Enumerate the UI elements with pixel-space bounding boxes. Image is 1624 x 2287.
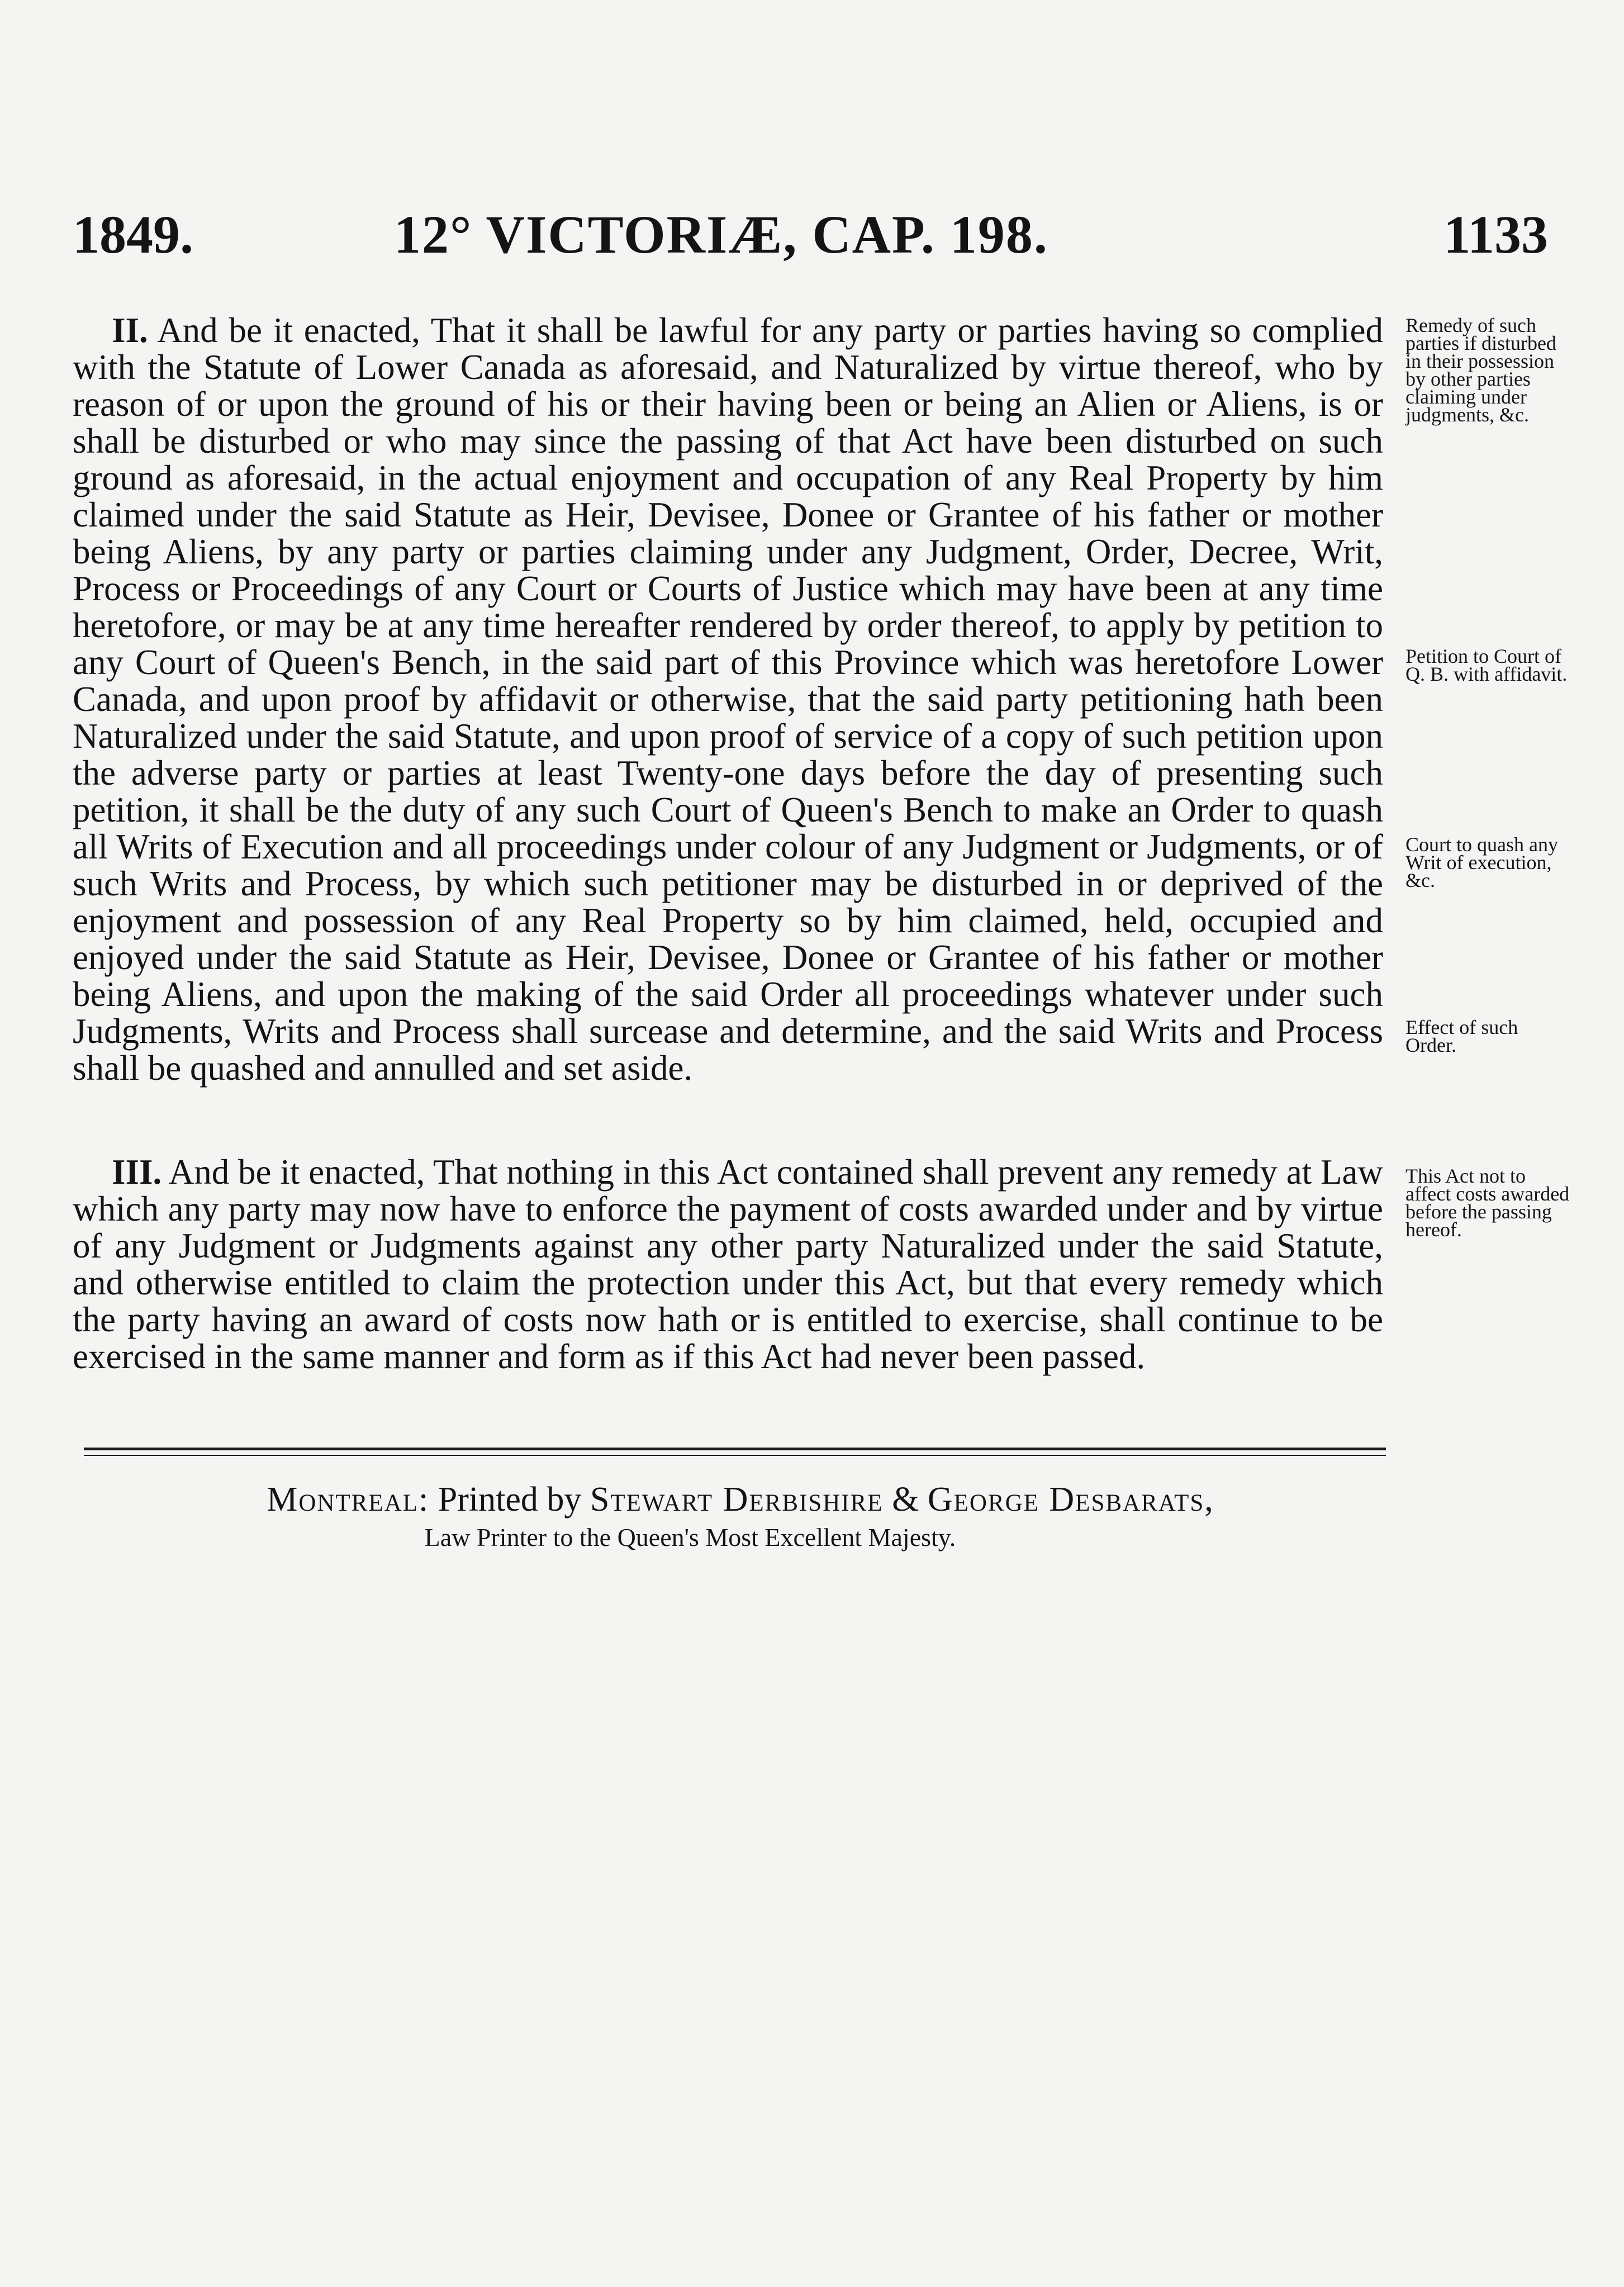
section-ii bbox=[73, 312, 1383, 1086]
section-number: III. bbox=[112, 1152, 162, 1192]
header-title: 12° VICTORIÆ, CAP. 198. bbox=[394, 205, 1048, 264]
marginal-note-petition: Petition to Court of Q. B. with affidavit. bbox=[1405, 645, 1568, 685]
section-text: And be it enacted, That it shall be lawful for any party or parties having so complied with the Statute of Lower Canada as aforesaid, and Naturalized by virtue thereof, who by reason of or upon the ground of his or their having been or being an Alien or Aliens, is or shall be disturbed or who may since the passing of that Act have been disturbed on such ground as aforesaid, in the actual enjoyment and occupation of any Real Property by him claimed under the said Statute as Heir, Devisee, Donee or Grantee of his father or mother being Aliens, by any party or parties claiming under any Judgment, Order, Decree, Writ, Process or Proceedings of any Court or Courts of Justice which may have been at any time heretofore, or may be at any time hereafter rendered by order thereof, to apply by petition to any Court of Queen's Bench, in the said part of this Province which was heretofore Lower Canada, and upon proof by affidavit or otherwise, that the said party petitioning hath been Naturalized under the said Statute, and upon proof of service of a copy of such petition upon the adverse party or parties at least Twenty-one days before the day of presenting such petition, it shall be the duty of any such Court of Queen's Bench to make an Order to quash all Writs of Execution and all proceedings under colour of any Judgment or Judgments, or of such Writs and Process, by which such petitioner may be disturbed in or deprived of the enjoyment and possession of any Real Property so by him claimed, held, occupied and enjoyed under the said Statute as Heir, Devisee, Donee or Grantee of his father or mother being Aliens, and upon the making of the said Order all proceedings whatever under such Judgments, Writs and Process shall surcease and determine, and the said Writs and Process shall be quashed and annulled and set aside. bbox=[73, 311, 1383, 1088]
imprint-city: Montreal: bbox=[267, 1481, 430, 1519]
section-text: And be it enacted, That nothing in this Act contained shall prevent any remedy at Law which any party may now have to enforce the payment of costs awarded under and by virtue of any Judgment or Judgments against any other party Naturalized under the said Statute, and otherwise entitled to claim the protection under this Act, but that every remedy which the party having an award of costs now hath or is entitled to exercise, shall continue to be exercised in the same manner and form as if this Act had never been passed. bbox=[73, 1152, 1384, 1376]
marginal-note-quash: Court to quash any Writ of execution, &c. bbox=[1405, 833, 1558, 891]
imprint-printer-1: Stewart Derbishire bbox=[590, 1481, 884, 1519]
printer-imprint bbox=[112, 1478, 1369, 1554]
section-number: II. bbox=[112, 311, 148, 350]
closing-rule-thick bbox=[84, 1448, 1386, 1450]
imprint-printed-by: Printed by bbox=[438, 1481, 582, 1519]
marginal-note-remedy: Remedy of such parties if disturbed in their possession by other parties claiming under judgments, &c. bbox=[1405, 314, 1556, 426]
page-number: 1133 bbox=[1443, 205, 1548, 264]
imprint-line-1 bbox=[112, 1478, 1369, 1521]
running-header bbox=[73, 201, 1548, 268]
imprint-ampersand: & bbox=[892, 1481, 919, 1519]
header-year: 1849. bbox=[73, 205, 193, 264]
marginal-note-costs: This Act not to affect costs awarded before the passing hereof. bbox=[1405, 1165, 1570, 1241]
closing-rule-thin bbox=[84, 1455, 1386, 1456]
imprint-printer-2: George Desbarats, bbox=[927, 1481, 1214, 1519]
marginal-note-effect: Effect of such Order. bbox=[1405, 1016, 1518, 1056]
section-iii bbox=[73, 1154, 1383, 1375]
imprint-line-2: Law Printer to the Queen's Most Excellent Majesty. bbox=[424, 1523, 956, 1551]
